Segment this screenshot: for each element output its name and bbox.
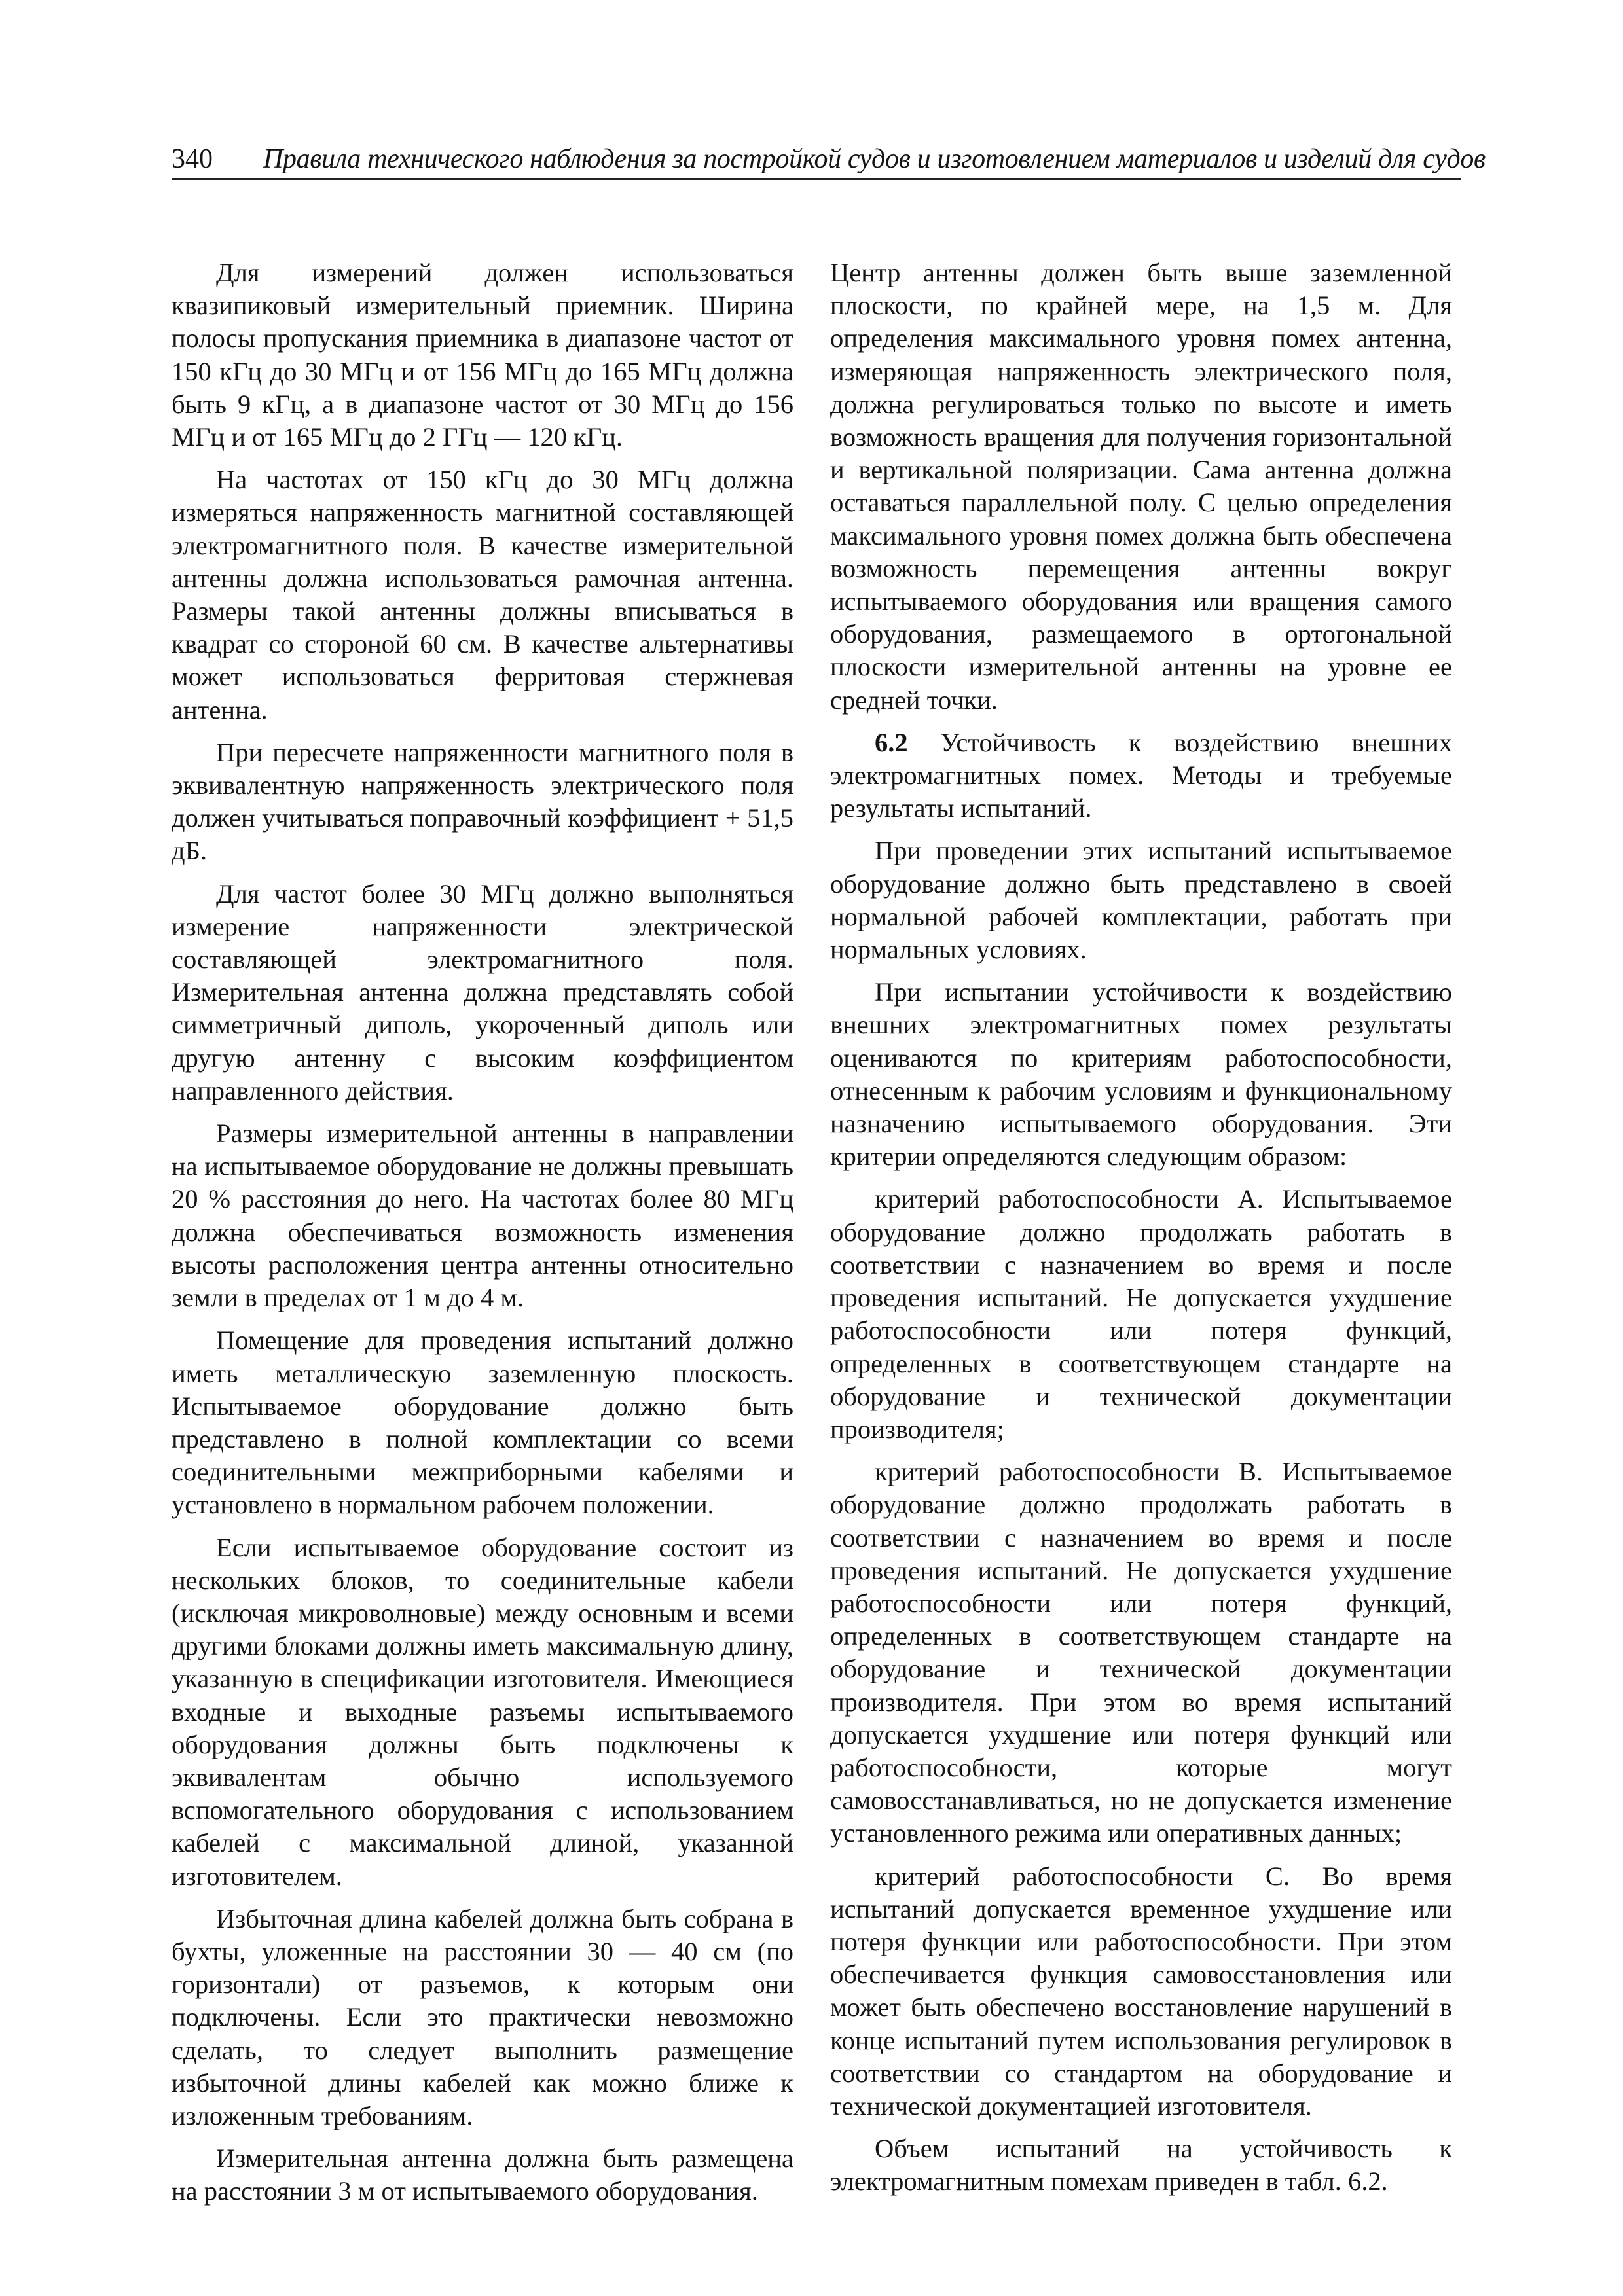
criterion-c-paragraph: критерий работоспособности С. Во время испытаний допускается временное ухудшение или потеря функции или работоспособности. При этом обеспечивается функция самовосстановления или может быть обеспечено восстановление нарушений в конце испытаний путем использования регулировок в соответствии со стандартом на оборудование и технической документацией изготовителя. [830, 1861, 1452, 2121]
paragraph: При проведении этих испытаний испытываемое оборудование должно быть представлено в своей нормальной рабочей комплектации, работать при нормальных условиях. [830, 836, 1452, 965]
page-number: 340 [172, 144, 213, 174]
continued-paragraph: Центр антенны должен быть выше заземленной плоскости, по крайней мере, на 1,5 м. Для определения максимального уровня помех антенна, измеряющая напряженность электрического поля, должна регулироваться только по высоте и иметь возможность вращения для получения горизонтальной и вертикальной поляризации. Сама антенна должна оставаться параллельной полу. С целью определения максимального уровня помех должна быть обеспечена возможность перемещения антенны вокруг испытываемого оборудования или вращения самого оборудования, размещаемого в ортогональной плоскости измерительной антенны на уровне ее средней точки. [830, 258, 1452, 715]
paragraph: На частотах от 150 кГц до 30 МГц должна измеряться напряженность магнитной составляющей электромагнитного поля. В качестве измерительной антенны должна использоваться рамочная антенна. Размеры такой антенны должны вписываться в квадрат со стороной 60 см. В качестве альтернативы может использоваться ферритовая стержневая антенна. [172, 465, 793, 725]
running-title: Правила технического наблюдения за постройкой судов и изготовлением материалов и изделий для судов [263, 144, 1486, 174]
section-number: 6.2 [875, 727, 908, 757]
paragraph: При пересчете напряженности магнитного поля в эквивалентную напряженность электрического поля должен учитываться поправочный коэффициент + 51,5 дБ. [172, 737, 793, 866]
criterion-a-paragraph: критерий работоспособности А. Испытываемое оборудование должно продолжать работать в соответствии с назначением во время и после проведения испытаний. Не допускается ухудшение работоспособности или потеря функций, определенных в соответствующем стандарте на оборудование и технической документации производителя; [830, 1184, 1452, 1444]
page-header [172, 143, 1486, 182]
left-column [172, 257, 793, 2218]
paragraph: Для измерений должен использоваться квазипиковый измерительный приемник. Ширина полосы пропускания приемника в диапазоне частот от 150 кГц до 30 МГц и от 156 МГц до 165 МГц должна быть 9 кГц, а в диапазоне частот от 30 МГц до 156 МГц и от 165 МГц до 2 ГГц — 120 кГц. [172, 258, 793, 452]
paragraph: Размеры измерительной антенны в направлении на испытываемое оборудование не должны превышать 20 % расстояния до него. На частотах более 80 МГц должна обеспечиваться возможность изменения высоты расположения центра антенны относительно земли в пределах от 1 м до 4 м. [172, 1119, 793, 1313]
criterion-b-paragraph: критерий работоспособности В. Испытываемое оборудование должно продолжать работать в соответствии с назначением во время и после проведения испытаний. Не допускается ухудшение работоспособности или потеря функций, определенных в соответствующем стандарте на оборудование и технической документации производителя. При этом во время испытаний допускается ухудшение или потеря функций или работоспособности, которые могут самовосстанавливаться, но не допускается изменение установленного режима или оперативных данных; [830, 1457, 1452, 1848]
paragraph: Избыточная длина кабелей должна быть собрана в бухты, уложенные на расстоянии 30 — 40 см (по горизонтали) от разъемов, к которым они подключены. Если это практически невозможно сделать, то следует выполнить размещение избыточной длины кабелей как можно ближе к изложенным требованиям. [172, 1903, 793, 2130]
paragraph: Помещение для проведения испытаний должно иметь металлическую заземленную плоскость. Испытываемое оборудование должно быть представлено в полной комплектации со всеми соединительными межприборными кабелями и установлено в нормальном рабочем положении. [172, 1325, 793, 1520]
header-rule [172, 178, 1461, 180]
paragraph: Измерительная антенна должна быть размещена на расстоянии 3 м от испытываемого оборудования. [172, 2144, 793, 2206]
section-title: Устойчивость к воздействию внешних электромагнитных помех. Методы и требуемые результаты испытаний. [830, 727, 1452, 823]
paragraph: При испытании устойчивости к воздействию внешних электромагнитных помех результаты оцениваются по критериям работоспособности, отнесенным к рабочим условиям и функциональному назначению испытываемого оборудования. Эти критерии определяются следующим образом: [830, 977, 1452, 1172]
paragraph: Объем испытаний на устойчивость к электромагнитным помехам приведен в табл. 6.2. [830, 2134, 1452, 2197]
paragraph: Если испытываемое оборудование состоит из нескольких блоков, то соединительные кабели (исключая микроволновые) между основным и всеми другими блоками должны иметь максимальную длину, указанную в спецификации изготовителя. Имеющиеся входные и выходные разъемы испытываемого оборудования должны быть подключены к эквивалентам обычно используемого вспомогательного оборудования с использованием кабелей с максимальной длиной, указанной изготовителем. [172, 1532, 793, 1891]
section-heading [830, 726, 1452, 825]
right-column [830, 257, 1452, 2208]
paragraph: Для частот более 30 МГц должно выполняться измерение напряженности электрической составляющей электромагнитного поля. Измерительная антенна должна представлять собой симметричный диполь, укороченный диполь или другую антенну с высоким коэффициентом направленного действия. [172, 878, 793, 1105]
